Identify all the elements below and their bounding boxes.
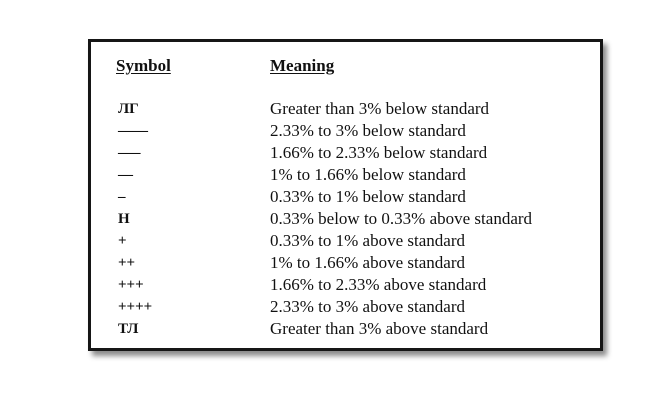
table-row [91, 231, 600, 253]
row-symbol: ++ [118, 255, 136, 271]
row-symbol: –––– [118, 123, 148, 139]
table-row [91, 99, 600, 121]
table-row [91, 275, 600, 297]
table-row [91, 187, 600, 209]
row-meaning: 1.66% to 2.33% above standard [270, 275, 487, 294]
row-meaning: 2.33% to 3% above standard [270, 297, 465, 316]
row-symbol: ––– [118, 145, 141, 161]
table-row [91, 209, 600, 231]
row-meaning: 1% to 1.66% below standard [270, 165, 466, 184]
table-row [91, 297, 600, 319]
row-symbol: – [118, 189, 126, 205]
table-row [91, 143, 600, 165]
row-meaning: Greater than 3% above standard [270, 319, 489, 338]
table-row [91, 319, 600, 341]
meaning-column-header: Meaning [270, 56, 335, 75]
row-symbol: ЛГ [118, 101, 139, 117]
table-row [91, 165, 600, 187]
row-symbol: Н [118, 211, 130, 227]
legend-rows [91, 99, 600, 341]
row-symbol: ТЛ [118, 321, 139, 337]
row-symbol: + [118, 233, 127, 249]
table-row [91, 121, 600, 143]
row-meaning: 1% to 1.66% above standard [270, 253, 465, 272]
symbol-legend-table [88, 39, 603, 351]
row-symbol: ++++ [118, 299, 153, 315]
row-symbol: +++ [118, 277, 144, 293]
table-row [91, 253, 600, 275]
symbol-column-header: Symbol [116, 56, 171, 75]
row-meaning: 2.33% to 3% below standard [270, 121, 466, 140]
row-meaning: 0.33% to 1% above standard [270, 231, 465, 250]
row-meaning: 0.33% to 1% below standard [270, 187, 466, 206]
row-meaning: 1.66% to 2.33% below standard [270, 143, 488, 162]
row-symbol: –– [118, 167, 133, 183]
row-meaning: 0.33% below to 0.33% above standard [270, 209, 533, 228]
row-meaning: Greater than 3% below standard [270, 99, 490, 118]
